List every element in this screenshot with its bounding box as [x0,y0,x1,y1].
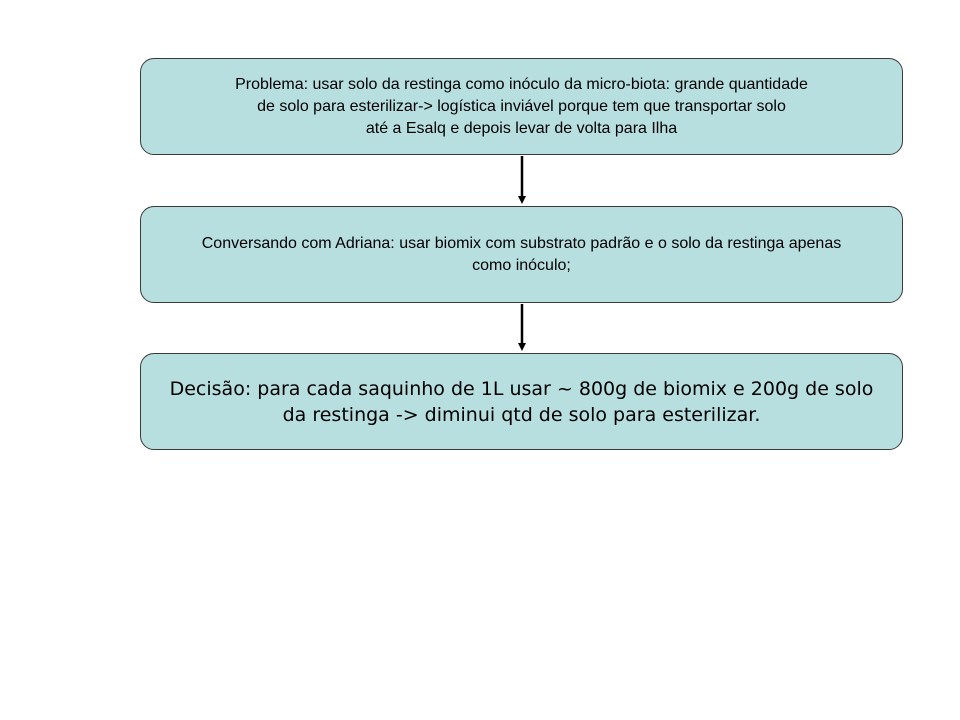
conversation-box [140,206,903,303]
conversation-text: Conversando com Adriana: usar biomix com substrato padrão e o solo da restinga apenas como inóculo; [201,234,842,274]
problem-box [140,58,903,155]
problem-text: Problema: usar solo da restinga como inóculo da micro-biota: grande quantidade de solo para esterilizar-> logística inviável porque tem que transportar solo até a Esalq e depois levar de volta para Ilha [235,75,808,137]
decision-text: Decisão: para cada saquinho de 1L usar ~ 800g de biomix e 200g de solo da restinga -> diminui qtd de solo para esterilizar. [169,377,874,426]
decision-box [140,353,903,450]
